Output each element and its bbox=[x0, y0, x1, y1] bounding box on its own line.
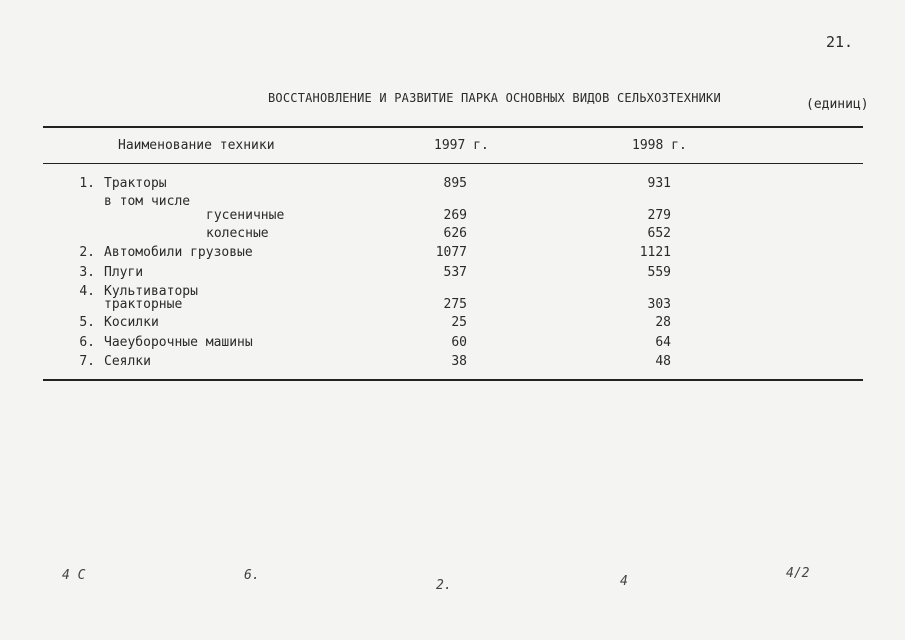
row-number: 1. bbox=[79, 176, 95, 191]
table-row bbox=[0, 245, 905, 263]
row-value-1997: 275 bbox=[443, 297, 467, 312]
row-value-1997: 895 bbox=[443, 176, 467, 191]
row-number: 4. bbox=[79, 284, 95, 299]
row-label: колесные bbox=[206, 226, 269, 241]
footer-mark: 4 bbox=[620, 574, 628, 589]
header-year-1997: 1997 г. bbox=[434, 138, 489, 153]
row-value-1997: 60 bbox=[451, 335, 467, 350]
row-number: 7. bbox=[79, 354, 95, 369]
row-label: Чаеуборочные машины bbox=[104, 335, 253, 350]
table-top-rule bbox=[43, 126, 863, 128]
footer-mark: 4/2 bbox=[786, 566, 810, 581]
row-value-1998: 279 bbox=[647, 208, 671, 223]
row-label: гусеничные bbox=[206, 208, 285, 223]
row-number: 5. bbox=[79, 315, 95, 330]
document-title: ВОССТАНОВЛЕНИЕ И РАЗВИТИЕ ПАРКА ОСНОВНЫХ ВИДОВ СЕЛЬХОЗТЕХНИКИ bbox=[268, 91, 721, 105]
row-number: 6. bbox=[79, 335, 95, 350]
table-bottom-rule bbox=[43, 379, 863, 381]
table-header-rule bbox=[43, 163, 863, 164]
footer-mark: 4 C bbox=[62, 568, 86, 583]
row-label: Автомобили грузовые bbox=[104, 245, 253, 260]
row-value-1998: 931 bbox=[647, 176, 671, 191]
row-value-1997: 626 bbox=[443, 226, 467, 241]
row-value-1998: 1121 bbox=[639, 245, 671, 260]
row-value-1998: 559 bbox=[647, 265, 671, 280]
table-row bbox=[0, 315, 905, 333]
row-label: Тракторы bbox=[104, 176, 167, 191]
row-label: Культиваторы bbox=[104, 284, 198, 299]
table-row bbox=[0, 354, 905, 372]
row-value-1998: 303 bbox=[647, 297, 671, 312]
header-name: Наименование техники bbox=[118, 138, 275, 153]
footer-mark: 6. bbox=[244, 568, 260, 583]
table-row bbox=[0, 297, 905, 315]
row-value-1997: 269 bbox=[443, 208, 467, 223]
table-row bbox=[0, 176, 905, 194]
row-value-1997: 38 bbox=[451, 354, 467, 369]
row-label: Плуги bbox=[104, 265, 144, 280]
table-row bbox=[0, 226, 905, 244]
header-year-1998: 1998 г. bbox=[632, 138, 687, 153]
row-value-1998: 48 bbox=[655, 354, 671, 369]
row-value-1997: 25 bbox=[451, 315, 467, 330]
row-label: тракторные bbox=[104, 297, 183, 312]
row-number: 3. bbox=[79, 265, 95, 280]
row-value-1998: 64 bbox=[655, 335, 671, 350]
table-row bbox=[0, 265, 905, 283]
row-value-1998: 652 bbox=[647, 226, 671, 241]
row-label: Сеялки bbox=[104, 354, 151, 369]
table-row bbox=[0, 335, 905, 353]
row-value-1997: 537 bbox=[443, 265, 467, 280]
row-label: в том числе bbox=[104, 194, 191, 209]
row-value-1997: 1077 bbox=[435, 245, 467, 260]
footer-marks bbox=[0, 568, 905, 598]
row-number: 2. bbox=[79, 245, 95, 260]
page-number: 21. bbox=[826, 33, 854, 51]
row-label: Косилки bbox=[104, 315, 159, 330]
table-row bbox=[0, 208, 905, 226]
row-value-1998: 28 bbox=[655, 315, 671, 330]
footer-mark: 2. bbox=[436, 578, 452, 593]
unit-label: (единиц) bbox=[806, 97, 869, 112]
